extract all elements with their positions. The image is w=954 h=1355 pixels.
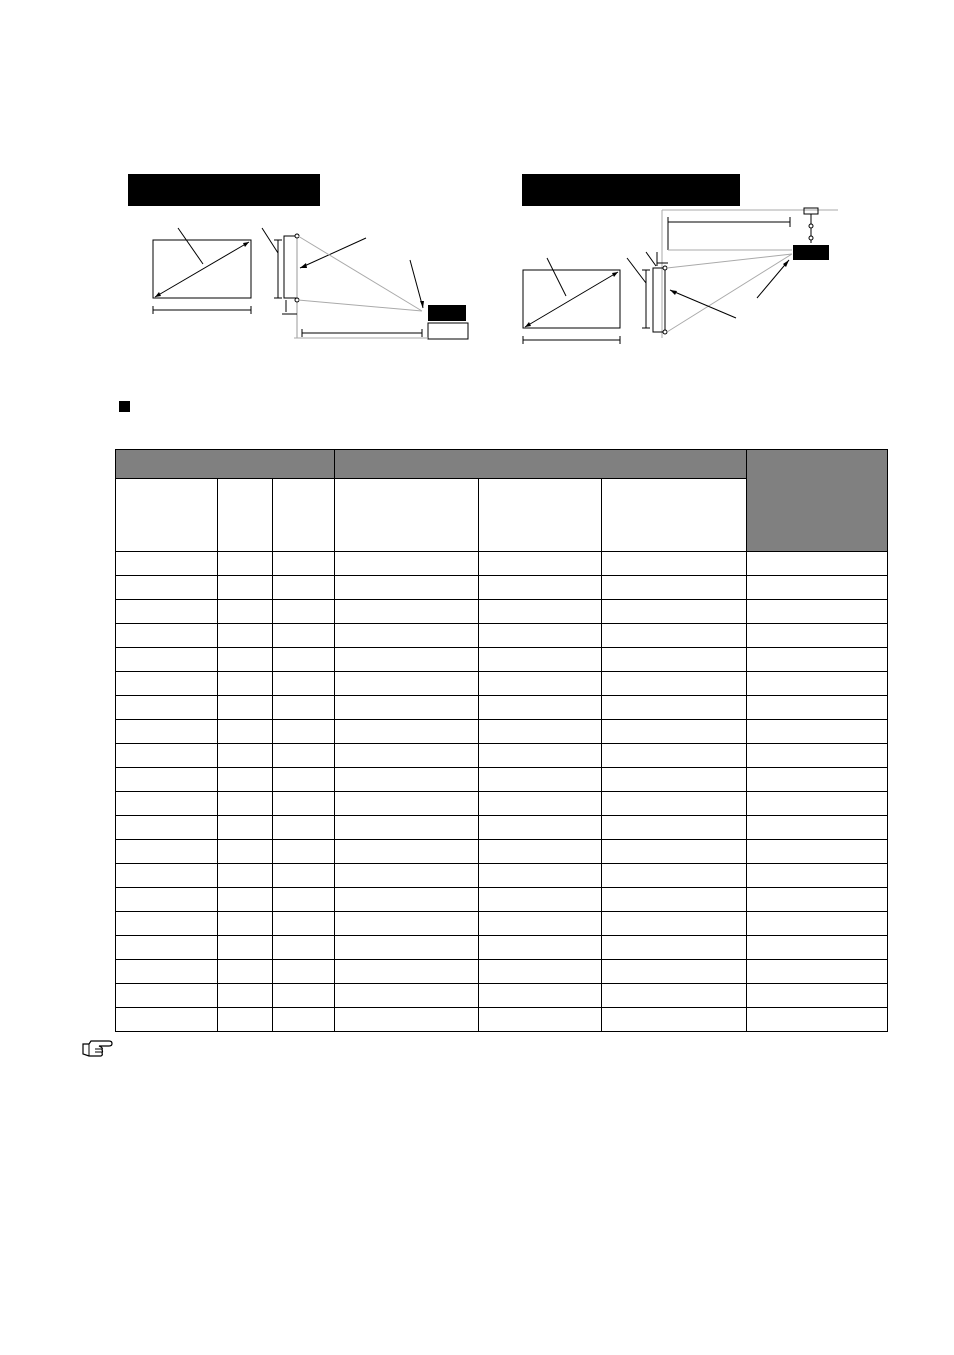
- table-cell: [116, 984, 218, 1008]
- table-cell: [747, 792, 888, 816]
- table-sub-header: [479, 479, 602, 552]
- table-cell: [747, 768, 888, 792]
- table-cell: [602, 816, 747, 840]
- table-cell: [335, 864, 479, 888]
- table-cell: [218, 912, 273, 936]
- table-row: [116, 840, 888, 864]
- table-cell: [602, 744, 747, 768]
- table-cell: [116, 648, 218, 672]
- table-cell: [335, 744, 479, 768]
- table-cell: [273, 792, 335, 816]
- table-row: [116, 624, 888, 648]
- table-sub-header: [218, 479, 273, 552]
- table-cell: [116, 696, 218, 720]
- table-cell: [479, 984, 602, 1008]
- table-header-row-1: [116, 450, 888, 479]
- table-cell: [479, 912, 602, 936]
- table-row: [116, 792, 888, 816]
- table-cell: [218, 816, 273, 840]
- table-cell: [335, 696, 479, 720]
- table-cell: [335, 768, 479, 792]
- table-cell: [218, 600, 273, 624]
- table-cell: [747, 648, 888, 672]
- table-cell: [116, 624, 218, 648]
- floor-installation-diagram: [153, 228, 468, 339]
- table-cell: [602, 576, 747, 600]
- table-cell: [273, 768, 335, 792]
- table-row: [116, 912, 888, 936]
- table-cell: [479, 672, 602, 696]
- table-cell: [116, 816, 218, 840]
- table-cell: [116, 792, 218, 816]
- table-cell: [479, 888, 602, 912]
- table-cell: [218, 960, 273, 984]
- table-cell: [116, 888, 218, 912]
- table-cell: [335, 960, 479, 984]
- table-cell: [479, 624, 602, 648]
- table-cell: [479, 960, 602, 984]
- table-cell: [602, 840, 747, 864]
- table-cell: [479, 720, 602, 744]
- table-cell: [479, 864, 602, 888]
- table-cell: [602, 600, 747, 624]
- table-cell: [479, 696, 602, 720]
- table-cell: [116, 552, 218, 576]
- table-group-header: [116, 450, 335, 479]
- table-cell: [116, 912, 218, 936]
- table-cell: [602, 624, 747, 648]
- table-row: [116, 648, 888, 672]
- table-cell: [335, 552, 479, 576]
- table-cell: [747, 912, 888, 936]
- table-cell: [602, 984, 747, 1008]
- table-cell: [747, 1008, 888, 1032]
- table-cell: [335, 984, 479, 1008]
- table-cell: [335, 720, 479, 744]
- table-cell: [116, 600, 218, 624]
- table-cell: [116, 1008, 218, 1032]
- table-cell: [747, 624, 888, 648]
- section-bullet: [119, 401, 130, 412]
- pointing-hand-icon: [81, 1038, 113, 1058]
- table-cell: [116, 576, 218, 600]
- table-cell: [116, 960, 218, 984]
- table-cell: [479, 936, 602, 960]
- table-cell: [218, 720, 273, 744]
- table-cell: [747, 696, 888, 720]
- table-row: [116, 768, 888, 792]
- table-cell: [273, 696, 335, 720]
- table-cell: [218, 744, 273, 768]
- table-cell: [747, 888, 888, 912]
- table-cell: [273, 936, 335, 960]
- table-cell: [479, 816, 602, 840]
- table-row: [116, 552, 888, 576]
- table-cell: [335, 816, 479, 840]
- table-body: [116, 552, 888, 1032]
- table-cell: [218, 864, 273, 888]
- table-cell: [218, 984, 273, 1008]
- table-sub-header: [602, 479, 747, 552]
- table-group-header: [747, 450, 888, 552]
- table-row: [116, 744, 888, 768]
- table-cell: [335, 912, 479, 936]
- table-cell: [602, 1008, 747, 1032]
- table-cell: [335, 648, 479, 672]
- table-cell: [116, 840, 218, 864]
- table-cell: [116, 720, 218, 744]
- table-cell: [602, 960, 747, 984]
- table-row: [116, 696, 888, 720]
- table-cell: [335, 624, 479, 648]
- table-cell: [273, 624, 335, 648]
- table-cell: [218, 648, 273, 672]
- table-cell: [479, 768, 602, 792]
- table-cell: [479, 648, 602, 672]
- ceiling-installation-diagram: [523, 208, 838, 344]
- table-sub-header: [273, 479, 335, 552]
- table-cell: [273, 816, 335, 840]
- table-cell: [602, 720, 747, 744]
- table-cell: [335, 792, 479, 816]
- table-cell: [747, 864, 888, 888]
- table-row: [116, 816, 888, 840]
- table-cell: [218, 888, 273, 912]
- table-cell: [602, 888, 747, 912]
- table-cell: [602, 864, 747, 888]
- table-cell: [747, 936, 888, 960]
- table-cell: [335, 576, 479, 600]
- table-cell: [335, 1008, 479, 1032]
- table-cell: [479, 576, 602, 600]
- table-cell: [116, 768, 218, 792]
- table-cell: [479, 1008, 602, 1032]
- table-cell: [273, 648, 335, 672]
- table-cell: [218, 1008, 273, 1032]
- table-cell: [747, 576, 888, 600]
- table-cell: [602, 768, 747, 792]
- table-row: [116, 1008, 888, 1032]
- table-cell: [218, 936, 273, 960]
- table-cell: [335, 840, 479, 864]
- table-sub-header: [116, 479, 218, 552]
- table-cell: [602, 672, 747, 696]
- table-cell: [273, 1008, 335, 1032]
- table-cell: [747, 720, 888, 744]
- table-cell: [602, 648, 747, 672]
- table-cell: [335, 672, 479, 696]
- table-cell: [273, 744, 335, 768]
- table-cell: [747, 984, 888, 1008]
- table-cell: [218, 672, 273, 696]
- table-row: [116, 864, 888, 888]
- table-cell: [273, 672, 335, 696]
- table-cell: [335, 600, 479, 624]
- table-cell: [116, 744, 218, 768]
- table-cell: [218, 624, 273, 648]
- table-cell: [273, 552, 335, 576]
- table-cell: [116, 864, 218, 888]
- table-row: [116, 672, 888, 696]
- table-group-header: [335, 450, 747, 479]
- table-cell: [273, 840, 335, 864]
- table-cell: [747, 552, 888, 576]
- table-cell: [273, 864, 335, 888]
- table-cell: [273, 576, 335, 600]
- table-cell: [479, 552, 602, 576]
- table-sub-header: [335, 479, 479, 552]
- table-cell: [335, 936, 479, 960]
- table-cell: [747, 744, 888, 768]
- table-cell: [218, 792, 273, 816]
- table-cell: [479, 600, 602, 624]
- table-row: [116, 576, 888, 600]
- table-cell: [116, 672, 218, 696]
- projection-diagrams: [0, 0, 954, 360]
- table-cell: [273, 720, 335, 744]
- table-row: [116, 888, 888, 912]
- table-cell: [747, 600, 888, 624]
- table-cell: [747, 840, 888, 864]
- table-cell: [479, 792, 602, 816]
- table-cell: [273, 600, 335, 624]
- table-cell: [273, 888, 335, 912]
- projection-dimensions-table: [115, 449, 888, 1032]
- table-cell: [479, 840, 602, 864]
- table-cell: [602, 912, 747, 936]
- table-cell: [273, 960, 335, 984]
- table-cell: [218, 696, 273, 720]
- table-cell: [479, 744, 602, 768]
- table-cell: [747, 960, 888, 984]
- table-cell: [218, 576, 273, 600]
- table-cell: [273, 912, 335, 936]
- table-row: [116, 600, 888, 624]
- table-cell: [218, 840, 273, 864]
- table-row: [116, 936, 888, 960]
- table-cell: [602, 552, 747, 576]
- table-row: [116, 720, 888, 744]
- table-cell: [116, 936, 218, 960]
- table-cell: [602, 936, 747, 960]
- table-cell: [747, 672, 888, 696]
- table-cell: [218, 768, 273, 792]
- table-row: [116, 960, 888, 984]
- table-cell: [747, 816, 888, 840]
- table-cell: [218, 552, 273, 576]
- table-cell: [602, 696, 747, 720]
- table-cell: [602, 792, 747, 816]
- table-cell: [335, 888, 479, 912]
- table-cell: [273, 984, 335, 1008]
- table-row: [116, 984, 888, 1008]
